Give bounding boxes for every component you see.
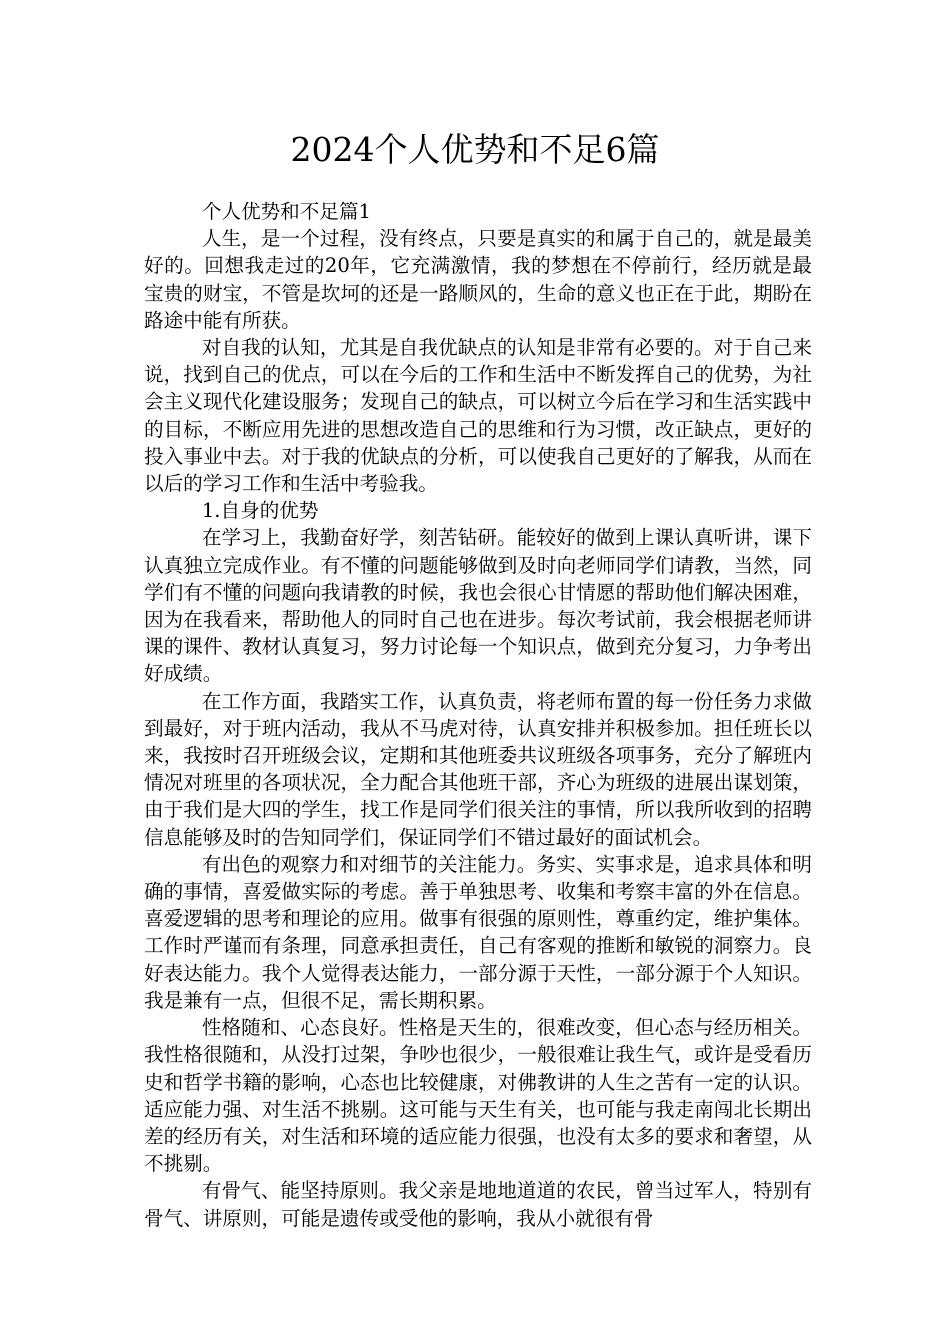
body-paragraph: 有骨气、能坚持原则。我父亲是地地道道的农民，曾当过军人，特别有骨气、讲原则，可能是遗传或受他的影响，我从小就很有骨 [144,1179,812,1230]
document-body [144,198,812,1232]
body-paragraph: 人生，是一个过程，没有终点，只要是真实的和属于自己的，就是最美好的。回想我走过的20年，它充满激情，我的梦想在不停前行，经历就是最宝贵的财宝，不管是坎坷的还是一路顺风的，生命的意义也正在于此，期盼在路途中能有所获。 [144,227,812,332]
body-paragraph: 对自我的认知，尤其是自我优缺点的认知是非常有必要的。对于自己来说，找到自己的优点，可以在今后的工作和生活中不断发挥自己的优势，为社会主义现代化建设服务；发现自己的缺点，可以树立今后在学习和生活实践中的目标，不断应用先进的思想改造自己的思维和行为习惯，改正缺点，更好的投入事业中去。对于我的优缺点的分析，可以使我自己更好的了解我，从而在以后的学习工作和生活中考验我。 [144,336,812,496]
section-heading: 个人优势和不足篇1 [201,200,372,223]
body-paragraph: 在工作方面，我踏实工作，认真负责，将老师布置的每一份任务力求做到最好，对于班内活动，我从不马虎对待，认真安排并积极参加。担任班长以来，我按时召开班级会议，定期和其他班委共议班级各项事务，充分了解班内情况对班里的各项状况，全力配合其他班干部，齐心为班级的进展出谋划策，由于我们是大四的学生，找工作是同学们很关注的事情，所以我所收到的招聘信息能够及时的告知同学们，保证同学们不错过最好的面试机会。 [144,689,812,849]
body-paragraph: 有出色的观察力和对细节的关注能力。务实、实事求是，追求具体和明确的事情，喜爱做实际的考虑。善于单独思考、收集和考察丰富的外在信息。喜爱逻辑的思考和理论的应用。做事有很强的原则性，尊重约定，维护集体。工作时严谨而有条理，同意承担责任，自己有客观的推断和敏锐的洞察力。良好表达能力。我个人觉得表达能力，一部分源于天性，一部分源于个人知识。我是兼有一点，但很不足，需长期积累。 [144,852,812,1012]
document-title: 2024个人优势和不足6篇 [290,130,660,169]
body-paragraph: 性格随和、心态良好。性格是天生的，很难改变，但心态与经历相关。我性格很随和，从没打过架，争吵也很少，一般很难让我生气，或许是受看历史和哲学书籍的影响，心态也比较健康，对佛教讲的人生之苦有一定的认识。适应能力强、对生活不挑剔。这可能与天生有关，也可能与我走南闯北长期出差的经历有关，对生活和环境的适应能力很强，也没有太多的要求和奢望，从不挑剔。 [144,1016,812,1176]
body-paragraph: 在学习上，我勤奋好学，刻苦钻研。能较好的做到上课认真听讲，课下认真独立完成作业。有不懂的问题能够做到及时向老师同学们请教，当然，同学们有不懂的问题向我请教的时候，我也会很心甘情愿的帮助他们解决困难，因为在我看来，帮助他人的同时自己也在进步。每次考试前，我会根据老师讲课的课件、教材认真复习，努力讨论每一个知识点，做到充分复习，力争考出好成绩。 [144,526,812,686]
subsection-heading: 1.自身的优势 [201,499,319,523]
